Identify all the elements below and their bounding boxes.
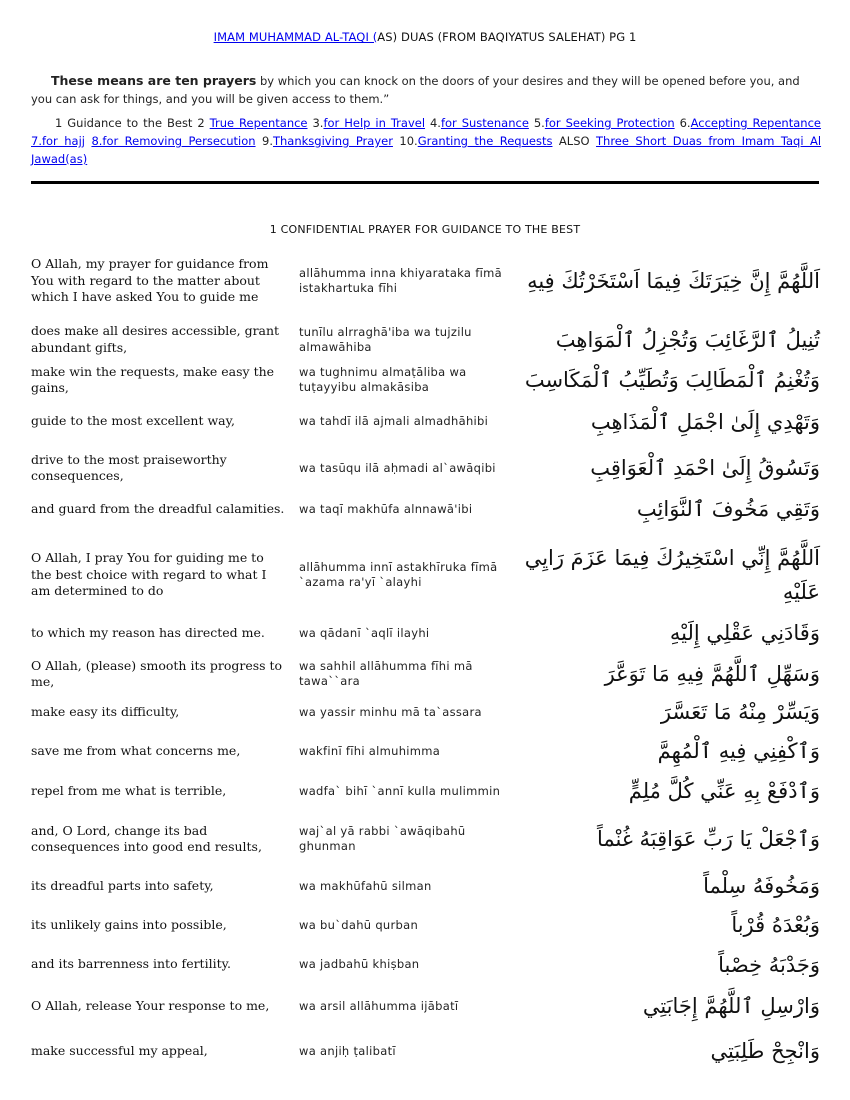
horizontal-rule	[31, 181, 819, 184]
nav-text-also: ALSO	[552, 134, 597, 148]
arabic-cell	[520, 321, 820, 358]
transliteration-text: waj`al yā rabbi `awāqibahū ghunman	[299, 824, 466, 853]
dua-row	[0, 775, 850, 807]
arabic-cell	[520, 448, 820, 488]
english-text: save me from what concerns me,	[31, 742, 241, 758]
transliteration-text: tunīlu alrraghā'iba wa tujzilu almawāhiba	[299, 324, 472, 354]
english-text: and its barrenness into fertility.	[31, 956, 231, 972]
dua-row	[0, 697, 850, 727]
nav-text-6: 6.	[674, 116, 691, 130]
arabic-cell	[520, 246, 820, 316]
dua-row	[0, 540, 850, 610]
dua-row	[0, 655, 850, 693]
nav-text-10: 10.	[392, 134, 418, 148]
arabic-text: وَتَهْدِي إِلَىٰ اجْمَلِ ٱلْمَذَاهِبِ	[590, 409, 820, 434]
arabic-text: وَتَسُوقُ إِلَىٰ احْمَدِ ٱلْعَوَاقِبِ	[590, 456, 820, 480]
link-seeking-protection[interactable]: for Seeking Protection	[544, 116, 675, 130]
arabic-text: وَٱكْفِنِي فِيهِ ٱلْمُهِمَّ	[657, 739, 820, 763]
arabic-cell	[520, 775, 820, 807]
dua-row	[0, 490, 850, 528]
arabic-text: اَللَّهُمَّ إِنَّ خِيَرَتَكَ فِيمَا اَسْتَخَرْتُكَ فِيهِ	[527, 269, 820, 293]
link-help-in-travel[interactable]: for Help in Travel	[323, 116, 426, 130]
dua-row	[0, 812, 850, 866]
arabic-text: وَجَدْبَهُ خِصْباً	[718, 952, 820, 977]
english-text: its unlikely gains into possible,	[31, 916, 227, 932]
transliteration-text: allāhumma inna khiyarataka fīmā istakhartuka fīhi	[299, 266, 502, 295]
arabic-text: تُنِيلُ ٱلرَّغَائِبَ وَتُجْزِلُ ٱلْمَوَاهِبَ	[555, 327, 820, 352]
transliteration-text: wa sahhil allāhumma fīhi mā tawa``ara	[299, 659, 473, 688]
transliteration-text: wa taqī makhūfa alnnawā'ibi	[299, 501, 473, 516]
transliteration-text: wakfinī fīhi almuhimma	[299, 743, 441, 758]
dua-row	[0, 246, 850, 316]
nav-text-1: 1 Guidance to the Best 2	[55, 116, 210, 130]
dua-row	[0, 448, 850, 488]
arabic-text: وَيَسِّرْ مِنْهُ مَا تَعَسَّرَ	[660, 700, 820, 724]
english-text: O Allah, my prayer for guidance from You with regard to the matter about which I have asked You to guide me	[31, 256, 269, 305]
dua-row	[0, 735, 850, 767]
english-text: and, O Lord, change its bad consequences into good end results,	[31, 822, 262, 854]
link-thanksgiving-prayer[interactable]: Thanksgiving Prayer	[272, 134, 393, 148]
arabic-text: وَتُغْنِمُ ٱلْمَطَالِبَ وَتُطَيِّبُ ٱلْمَكَاسِبَ	[524, 368, 820, 392]
arabic-cell	[520, 1032, 820, 1070]
title-text: AS) DUAS (FROM BAQIYATUS SALEHAT) PG 1	[377, 30, 637, 44]
arabic-text: وَارْسِلِ ٱللَّهُمَّ إِجَابَتِي	[642, 994, 820, 1018]
nav-text-3: 3.	[307, 116, 324, 130]
dua-row	[0, 870, 850, 902]
link-three-short-duas[interactable]: Three Short Duas from Imam Taqi Al Jawad(as)	[31, 134, 822, 166]
english-text: and guard from the dreadful calamities.	[31, 500, 285, 516]
dua-row	[0, 405, 850, 438]
arabic-text: وَانْجِحْ طَلِبَتِي	[710, 1039, 820, 1063]
dua-row	[0, 360, 850, 400]
nav-text-5: 5.	[528, 116, 545, 130]
transliteration-text: wa arsil allāhumma ijābatī	[299, 998, 459, 1013]
dua-row	[0, 614, 850, 652]
dua-row	[0, 987, 850, 1025]
intro-text: by which you can knock on the doors of your desires and they will be opened before you, and you can ask for things, and you will be given access to them.”	[31, 74, 800, 106]
english-text: O Allah, release Your response to me,	[31, 997, 270, 1013]
transliteration-text: wa makhūfahū silman	[299, 878, 432, 893]
transliteration-text: wa qādanī `aqlī ilayhi	[299, 625, 430, 640]
transliteration-text: wa jadbahū khiṣban	[299, 957, 420, 971]
dua-row	[0, 910, 850, 940]
arabic-cell	[520, 490, 820, 528]
link-removing-persecution[interactable]: 8.for Removing Persecution	[91, 134, 256, 148]
transliteration-text: wadfa` bihī `annī kulla mulimmin	[299, 783, 501, 798]
arabic-cell	[520, 910, 820, 940]
english-text: make easy its difficulty,	[31, 703, 180, 719]
arabic-cell	[520, 540, 820, 610]
arabic-text: وَقَادَنِي عَقْلِي إِلَيْهِ	[669, 621, 820, 645]
dua-links	[31, 114, 821, 168]
english-text: make successful my appeal,	[31, 1042, 208, 1058]
arabic-cell	[520, 987, 820, 1025]
english-text: its dreadful parts into safety,	[31, 877, 214, 893]
english-text: to which my reason has directed me.	[31, 624, 265, 640]
arabic-cell	[520, 870, 820, 902]
nav-text-9: 9.	[255, 134, 273, 148]
dua-row	[0, 321, 850, 358]
arabic-text: وَتَقِي مَخُوفَ ٱلنَّوَائِبِ	[636, 497, 820, 521]
link-hajj[interactable]: 7.for hajj	[31, 134, 85, 148]
intro-paragraph	[31, 72, 821, 108]
arabic-cell	[520, 812, 820, 866]
page-title	[0, 30, 850, 44]
english-text: does make all desires accessible, grant abundant gifts,	[31, 323, 280, 355]
arabic-cell	[520, 614, 820, 652]
transliteration-text: wa tahdī ilā ajmali almadhāhibi	[299, 414, 489, 428]
dua-row	[0, 1032, 850, 1070]
title-link[interactable]: IMAM MUHAMMAD AL-TAQI (	[213, 30, 378, 44]
transliteration-text: wa anjiḥ ṭalibatī	[299, 1043, 396, 1058]
transliteration-text: wa tasūqu ilā aḥmadi al`awāqibi	[299, 460, 496, 475]
link-accepting-repentance[interactable]: Accepting Repentance	[690, 116, 821, 130]
english-text: repel from me what is terrible,	[31, 782, 227, 798]
arabic-cell	[520, 948, 820, 981]
nav-text-4: 4.	[425, 116, 441, 130]
link-sustenance[interactable]: for Sustenance	[440, 116, 529, 130]
arabic-text: وَبُعْدَهُ قُرْباً	[731, 913, 820, 937]
arabic-cell	[520, 697, 820, 727]
arabic-text: وَٱدْفَعْ بِهِ عَنِّي كُلَّ مُلِمٍّ	[628, 779, 820, 803]
intro-lead: These means are ten prayers	[51, 73, 257, 88]
transliteration-text: wa bu`dahū qurban	[299, 917, 419, 932]
transliteration-text: allāhumma innī astakhīruka fīmā `azama ra'yī `alayhi	[299, 560, 498, 589]
english-text: make win the requests, make easy the gains,	[31, 363, 275, 395]
arabic-cell	[520, 360, 820, 400]
english-text: guide to the most excellent way,	[31, 413, 235, 429]
arabic-text: وَمَخُوفَهُ سِلْماً	[703, 874, 820, 898]
arabic-cell	[520, 735, 820, 767]
arabic-text: وَسَهِّلِ ٱللَّهُمَّ فِيهِ مَا تَوَعَّرَ	[604, 662, 820, 686]
transliteration-text: wa yassir minhu mā ta`assara	[299, 704, 482, 719]
link-true-repentance[interactable]: True Repentance	[209, 116, 308, 130]
english-text: O Allah, I pray You for guiding me to the best choice with regard to what I am determined to do	[31, 550, 267, 599]
arabic-cell	[520, 655, 820, 693]
english-text: drive to the most praiseworthy consequences,	[31, 451, 227, 483]
arabic-text: اَللَّهُمَّ إِنِّي اسْتَخِيرُكَ فِيمَا عَزَمَ رَايِي عَلَيْهِ	[524, 546, 820, 604]
arabic-text: وَٱجْعَلْ يَا رَبِّ عَوَاقِبَهُ غُنْماً	[596, 827, 820, 851]
section-title: 1 CONFIDENTIAL PRAYER FOR GUIDANCE TO THE BEST	[269, 223, 581, 236]
english-text: O Allah, (please) smooth its progress to me,	[31, 657, 283, 689]
dua-row	[0, 948, 850, 981]
arabic-cell	[520, 405, 820, 438]
transliteration-text: wa tughnimu almaṭāliba wa tuṭayyibu almakāsiba	[299, 365, 467, 394]
link-granting-requests[interactable]: Granting the Requests	[417, 134, 553, 148]
